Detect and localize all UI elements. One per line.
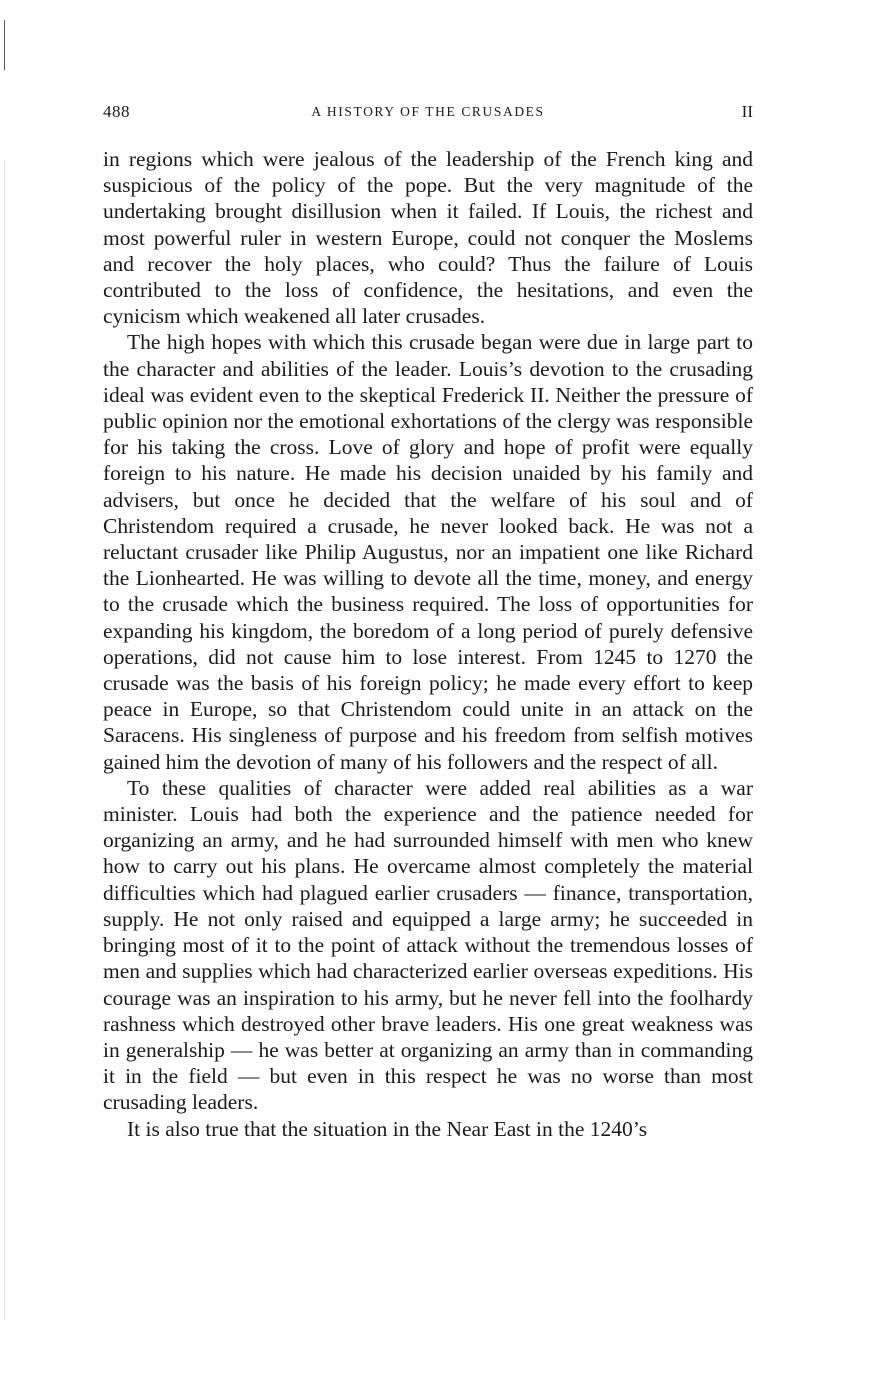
paragraph-continued: in regions which were jealous of the leadership of the French king and suspicious of the policy of the pope. But the very magnitude of the undertaking brought disillusion when it failed. If Louis, the richest and most powerful ruler in western Europe, could not conquer the Moslems and recover the holy places, who could? Thus the failure of Louis contributed to the loss of confidence, the hesitations, and even the cynicism which weakened all later crusades. bbox=[103, 147, 753, 329]
running-header bbox=[103, 99, 753, 125]
paragraph: The high hopes with which this crusade began were due in large part to the character and abilities of the leader. Louis’s devotion to the crusading ideal was evident even to the skeptical Frederick II. Neither the pressure of public opinion nor the emotional exhortations of the clergy was responsible for his taking the cross. Love of glory and hope of profit were equally foreign to his nature. He made his decision unaided by his family and advisers, but once he decided that the welfare of his soul and of Christendom required a crusade, he never looked back. He was not a reluctant crusader like Philip Augustus, nor an impatient one like Richard the Lionhearted. He was willing to devote all the time, money, and energy to the crusade which the business required. The loss of opportunities for expanding his kingdom, the boredom of a long period of purely defensive operations, did not cause him to lose interest. From 1245 to 1270 the crusade was the basis of his foreign policy; he made every effort to keep peace in Europe, so that Christendom could unite in an attack on the Saracens. His singleness of purpose and his freedom from selfish motives gained him the devotion of many of his followers and the respect of all. bbox=[103, 330, 753, 774]
paragraph: To these qualities of character were added real abilities as a war minister. Louis had both the experience and the patience needed for organizing an army, and he had surrounded himself with men who knew how to carry out his plans. He overcame almost completely the material difficulties which had plagued earlier crusaders — finance, transportation, supply. He not only raised and equipped a large army; he succeeded in bringing most of it to the point of attack without the tremendous losses of men and supplies which had characterized earlier overseas expeditions. His courage was an inspiration to his army, but he never fell into the foolhardy rashness which destroyed other brave leaders. His one great weakness was in generalship — he was better at organizing an army than in commanding it in the field — but even in this respect he was no worse than most crusading leaders. bbox=[103, 775, 753, 1115]
paragraph: It is also true that the situation in the Near East in the 1240’s bbox=[127, 1116, 648, 1141]
body-text bbox=[103, 146, 753, 1142]
running-title: A HISTORY OF THE CRUSADES bbox=[311, 104, 545, 119]
scan-edge-mark bbox=[4, 20, 5, 70]
scan-edge-shadow bbox=[4, 160, 5, 1320]
volume-number: II bbox=[741, 102, 753, 121]
page-number: 488 bbox=[103, 102, 130, 121]
